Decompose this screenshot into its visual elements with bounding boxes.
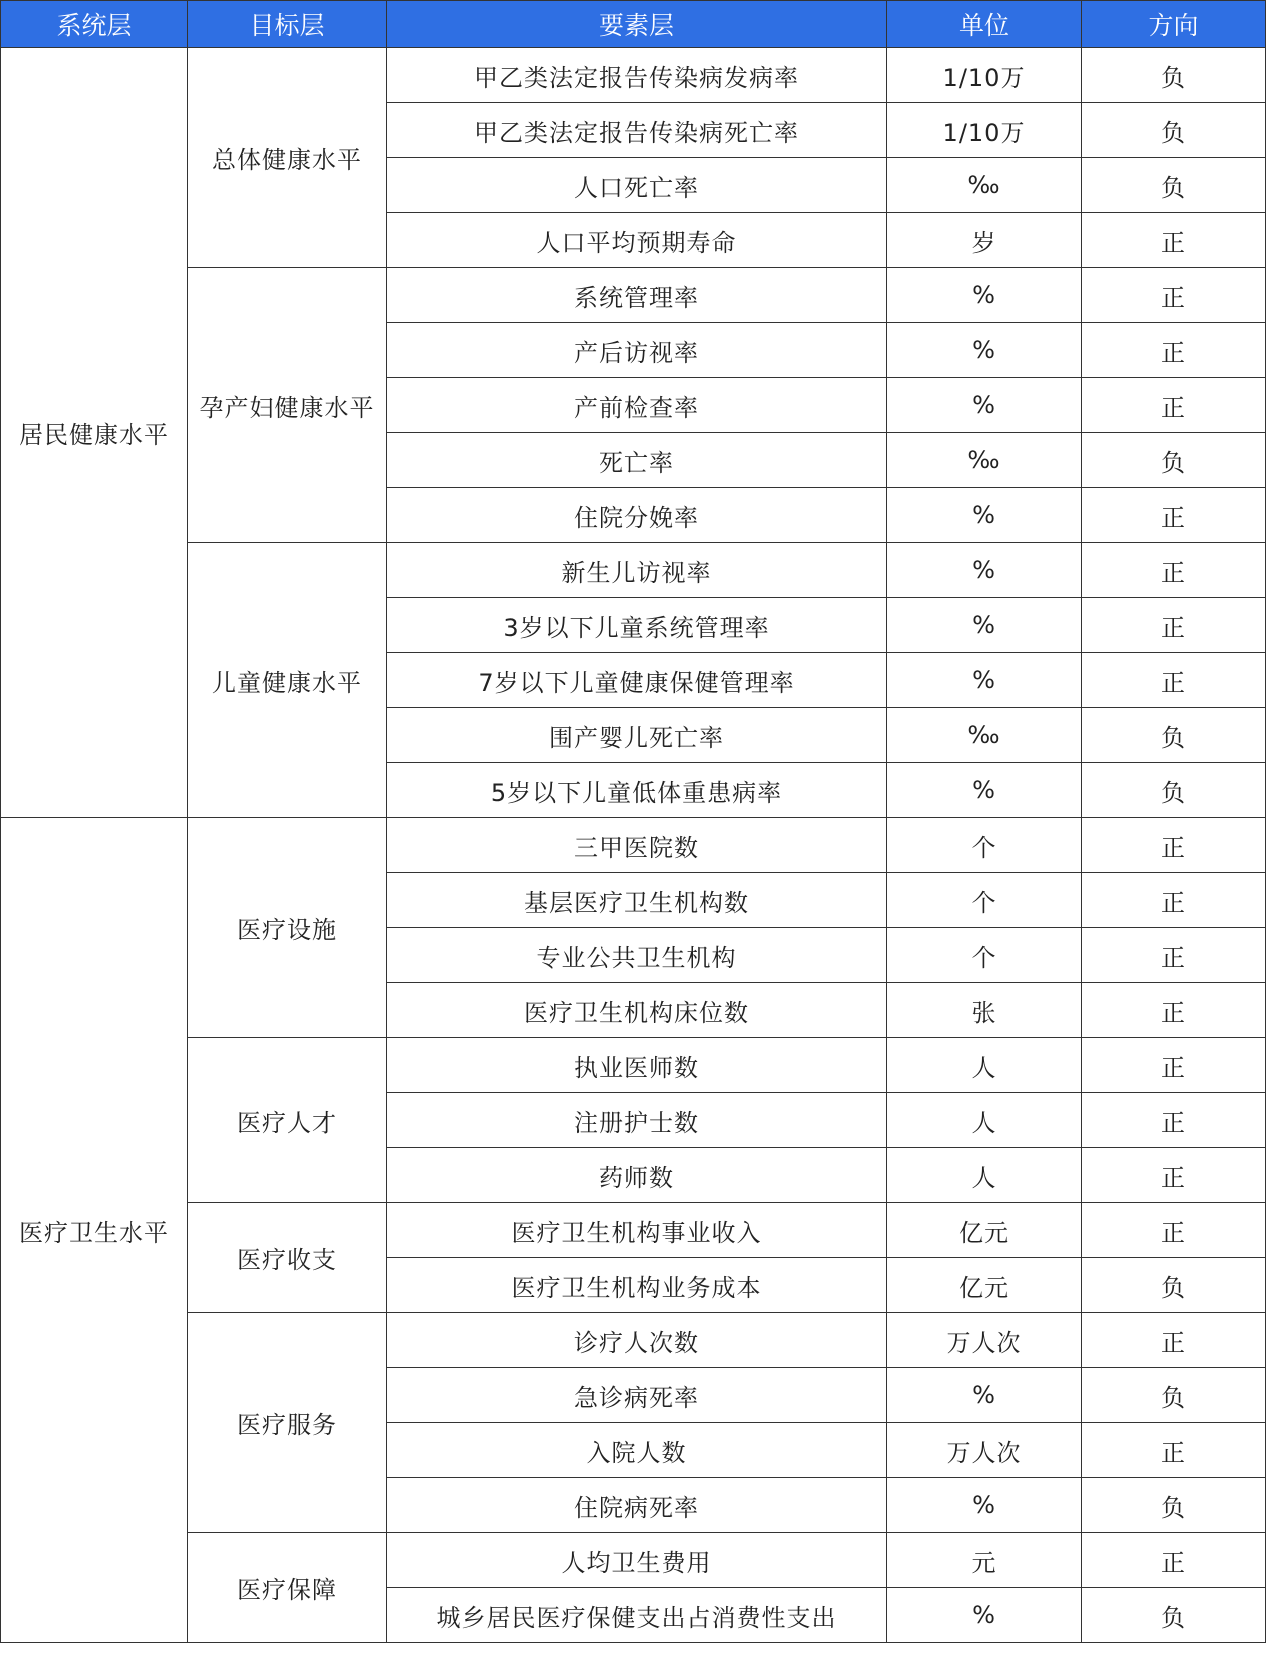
element-cell: 诊疗人次数 bbox=[387, 1313, 887, 1368]
element-cell: 基层医疗卫生机构数 bbox=[387, 873, 887, 928]
direction-cell: 正 bbox=[1082, 1093, 1266, 1148]
direction-cell: 正 bbox=[1082, 653, 1266, 708]
unit-cell: % bbox=[887, 268, 1082, 323]
element-cell: 系统管理率 bbox=[387, 268, 887, 323]
direction-cell: 正 bbox=[1082, 818, 1266, 873]
element-cell: 医疗卫生机构床位数 bbox=[387, 983, 887, 1038]
goal-layer-cell: 医疗人才 bbox=[188, 1038, 387, 1203]
unit-cell: 人 bbox=[887, 1093, 1082, 1148]
header-direction: 方向 bbox=[1082, 1, 1266, 48]
element-cell: 药师数 bbox=[387, 1148, 887, 1203]
unit-cell: 亿元 bbox=[887, 1203, 1082, 1258]
unit-cell: 个 bbox=[887, 818, 1082, 873]
element-cell: 5岁以下儿童低体重患病率 bbox=[387, 763, 887, 818]
direction-cell: 正 bbox=[1082, 928, 1266, 983]
unit-cell: ‰ bbox=[887, 433, 1082, 488]
direction-cell: 正 bbox=[1082, 213, 1266, 268]
direction-cell: 正 bbox=[1082, 378, 1266, 433]
table-row bbox=[1, 48, 1266, 103]
table-row bbox=[1, 1313, 1266, 1368]
table-row bbox=[1, 268, 1266, 323]
direction-cell: 负 bbox=[1082, 708, 1266, 763]
element-cell: 甲乙类法定报告传染病死亡率 bbox=[387, 103, 887, 158]
unit-cell: % bbox=[887, 1588, 1082, 1643]
unit-cell: % bbox=[887, 763, 1082, 818]
table-row bbox=[1, 818, 1266, 873]
unit-cell: % bbox=[887, 1368, 1082, 1423]
unit-cell: % bbox=[887, 323, 1082, 378]
element-cell: 注册护士数 bbox=[387, 1093, 887, 1148]
direction-cell: 负 bbox=[1082, 1478, 1266, 1533]
direction-cell: 正 bbox=[1082, 1313, 1266, 1368]
element-cell: 城乡居民医疗保健支出占消费性支出 bbox=[387, 1588, 887, 1643]
element-cell: 3岁以下儿童系统管理率 bbox=[387, 598, 887, 653]
goal-layer-cell: 总体健康水平 bbox=[188, 48, 387, 268]
direction-cell: 正 bbox=[1082, 543, 1266, 598]
unit-cell: 元 bbox=[887, 1533, 1082, 1588]
header-goal-layer: 目标层 bbox=[188, 1, 387, 48]
goal-layer-cell: 孕产妇健康水平 bbox=[188, 268, 387, 543]
direction-cell: 正 bbox=[1082, 983, 1266, 1038]
direction-cell: 正 bbox=[1082, 488, 1266, 543]
element-cell: 住院分娩率 bbox=[387, 488, 887, 543]
goal-layer-cell: 医疗设施 bbox=[188, 818, 387, 1038]
goal-layer-cell: 医疗保障 bbox=[188, 1533, 387, 1643]
element-cell: 产后访视率 bbox=[387, 323, 887, 378]
header-element-layer: 要素层 bbox=[387, 1, 887, 48]
direction-cell: 正 bbox=[1082, 1423, 1266, 1478]
element-cell: 执业医师数 bbox=[387, 1038, 887, 1093]
direction-cell: 负 bbox=[1082, 1368, 1266, 1423]
element-cell: 医疗卫生机构业务成本 bbox=[387, 1258, 887, 1313]
element-cell: 三甲医院数 bbox=[387, 818, 887, 873]
unit-cell: 人 bbox=[887, 1038, 1082, 1093]
unit-cell: % bbox=[887, 488, 1082, 543]
goal-layer-cell: 儿童健康水平 bbox=[188, 543, 387, 818]
direction-cell: 正 bbox=[1082, 1038, 1266, 1093]
direction-cell: 正 bbox=[1082, 873, 1266, 928]
system-layer-cell: 居民健康水平 bbox=[1, 48, 188, 818]
system-layer-cell: 医疗卫生水平 bbox=[1, 818, 188, 1643]
direction-cell: 正 bbox=[1082, 598, 1266, 653]
unit-cell: 岁 bbox=[887, 213, 1082, 268]
direction-cell: 负 bbox=[1082, 433, 1266, 488]
table-row bbox=[1, 1038, 1266, 1093]
direction-cell: 负 bbox=[1082, 1258, 1266, 1313]
element-cell: 人口死亡率 bbox=[387, 158, 887, 213]
unit-cell: % bbox=[887, 543, 1082, 598]
element-cell: 人均卫生费用 bbox=[387, 1533, 887, 1588]
unit-cell: 万人次 bbox=[887, 1423, 1082, 1478]
direction-cell: 负 bbox=[1082, 48, 1266, 103]
direction-cell: 正 bbox=[1082, 268, 1266, 323]
unit-cell: 张 bbox=[887, 983, 1082, 1038]
header-unit: 单位 bbox=[887, 1, 1082, 48]
element-cell: 急诊病死率 bbox=[387, 1368, 887, 1423]
element-cell: 7岁以下儿童健康保健管理率 bbox=[387, 653, 887, 708]
unit-cell: 1/10万 bbox=[887, 103, 1082, 158]
unit-cell: ‰ bbox=[887, 158, 1082, 213]
unit-cell: ‰ bbox=[887, 708, 1082, 763]
table-header bbox=[1, 1, 1266, 48]
header-system-layer: 系统层 bbox=[1, 1, 188, 48]
unit-cell: % bbox=[887, 378, 1082, 433]
table-row bbox=[1, 1533, 1266, 1588]
direction-cell: 正 bbox=[1082, 1148, 1266, 1203]
unit-cell: 个 bbox=[887, 928, 1082, 983]
direction-cell: 正 bbox=[1082, 323, 1266, 378]
unit-cell: % bbox=[887, 653, 1082, 708]
unit-cell: % bbox=[887, 598, 1082, 653]
element-cell: 人口平均预期寿命 bbox=[387, 213, 887, 268]
direction-cell: 正 bbox=[1082, 1203, 1266, 1258]
direction-cell: 负 bbox=[1082, 763, 1266, 818]
element-cell: 新生儿访视率 bbox=[387, 543, 887, 598]
unit-cell: 万人次 bbox=[887, 1313, 1082, 1368]
table-row bbox=[1, 543, 1266, 598]
direction-cell: 负 bbox=[1082, 103, 1266, 158]
unit-cell: 人 bbox=[887, 1148, 1082, 1203]
direction-cell: 负 bbox=[1082, 1588, 1266, 1643]
unit-cell: 1/10万 bbox=[887, 48, 1082, 103]
element-cell: 甲乙类法定报告传染病发病率 bbox=[387, 48, 887, 103]
table-body bbox=[1, 48, 1266, 1643]
unit-cell: 亿元 bbox=[887, 1258, 1082, 1313]
element-cell: 专业公共卫生机构 bbox=[387, 928, 887, 983]
element-cell: 入院人数 bbox=[387, 1423, 887, 1478]
direction-cell: 正 bbox=[1082, 1533, 1266, 1588]
element-cell: 围产婴儿死亡率 bbox=[387, 708, 887, 763]
unit-cell: % bbox=[887, 1478, 1082, 1533]
table-row bbox=[1, 1203, 1266, 1258]
direction-cell: 负 bbox=[1082, 158, 1266, 213]
element-cell: 医疗卫生机构事业收入 bbox=[387, 1203, 887, 1258]
unit-cell: 个 bbox=[887, 873, 1082, 928]
element-cell: 死亡率 bbox=[387, 433, 887, 488]
header-row bbox=[1, 1, 1266, 48]
goal-layer-cell: 医疗收支 bbox=[188, 1203, 387, 1313]
element-cell: 住院病死率 bbox=[387, 1478, 887, 1533]
element-cell: 产前检查率 bbox=[387, 378, 887, 433]
goal-layer-cell: 医疗服务 bbox=[188, 1313, 387, 1533]
